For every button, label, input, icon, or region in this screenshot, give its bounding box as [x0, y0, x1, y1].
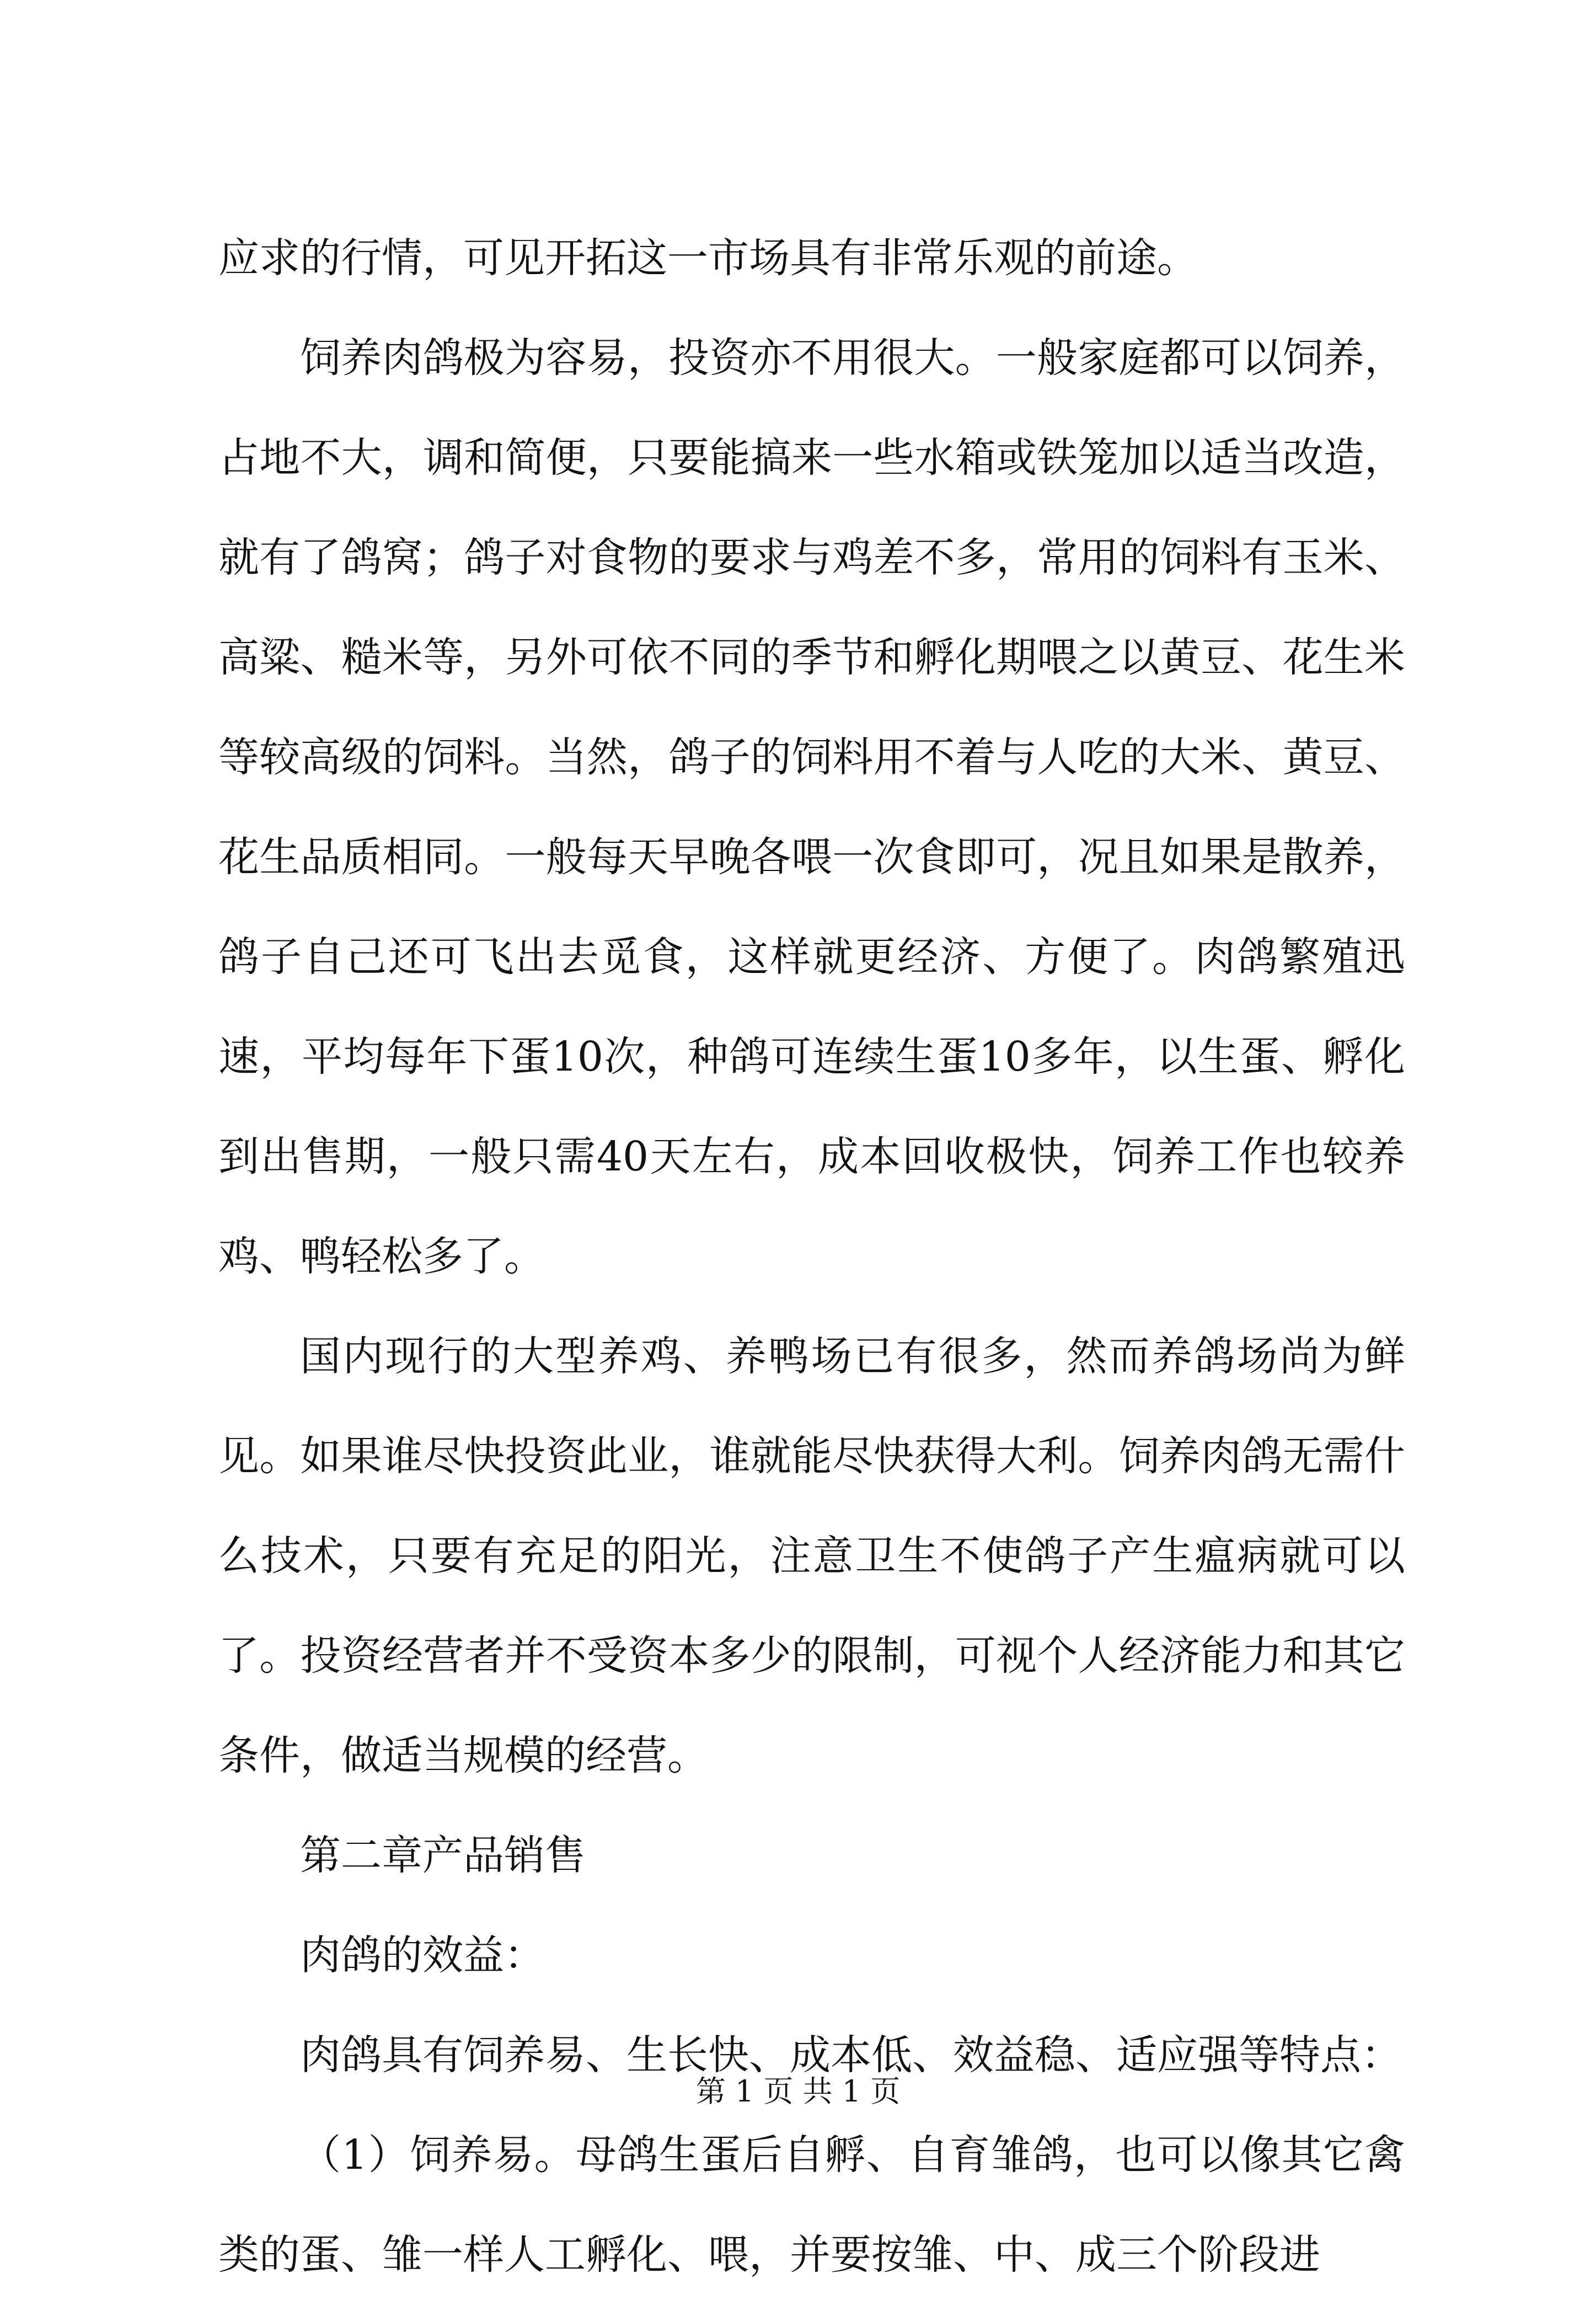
paragraph-features: 肉鸽具有饲养易、生长快、成本低、效益稳、适应强等特点：	[300, 2031, 1402, 2079]
paragraph-continuation: 应求的行情，可见开拓这一市场具有非常乐观的前途。	[218, 234, 1198, 282]
page-footer: 第 1 页 共 1 页	[695, 2074, 901, 2109]
document-body	[218, 208, 1405, 2305]
paragraph-feeding-ease: 饲养肉鸽极为容易，投资亦不用很大。一般家庭都可以饲养，占地不大，调和简便，只要能搞来一些水箱或铁笼加以适当改造，就有了鸽窝；鸽子对食物的要求与鸡差不多，常用的饲料有玉米、高粱、糙米等，另外可依不同的季节和孵化期喂之以黄豆、花生米等较高级的饲料。当然，鸽子的饲料用不着与人吃的大米、黄豆、花生品质相同。一般每天早晚各喂一次食即可，况且如果是散养，鸽子自己还可飞出去觅食，这样就更经济、方便了。肉鸽繁殖迅速，平均每年下蛋10次，种鸽可连续生蛋10多年，以生蛋、孵化到出售期，一般只需40天左右，成本回收极快，饲养工作也较养鸡、鸭轻松多了。	[218, 334, 1405, 1280]
chapter-heading: 第二章产品销售	[300, 1832, 586, 1879]
paragraph-item-1: （1）饲养易。母鸽生蛋后自孵、自育雏鸽，也可以像其它禽类的蛋、雏一样人工孵化、喂，并要按雏、中、成三个阶段进	[218, 2131, 1405, 2279]
paragraph-market-outlook: 国内现行的大型养鸡、养鸭场已有很多，然而养鸽场尚为鲜见。如果谁尽快投资此业，谁就能尽快获得大利。饲养肉鸽无需什么技术，只要有充足的阳光，注意卫生不使鸽子产生瘟病就可以了。投资经营者并不受资本多少的限制，可视个人经济能力和其它条件，做适当规模的经营。	[218, 1333, 1405, 1779]
section-heading: 肉鸽的效益：	[300, 1932, 545, 1979]
